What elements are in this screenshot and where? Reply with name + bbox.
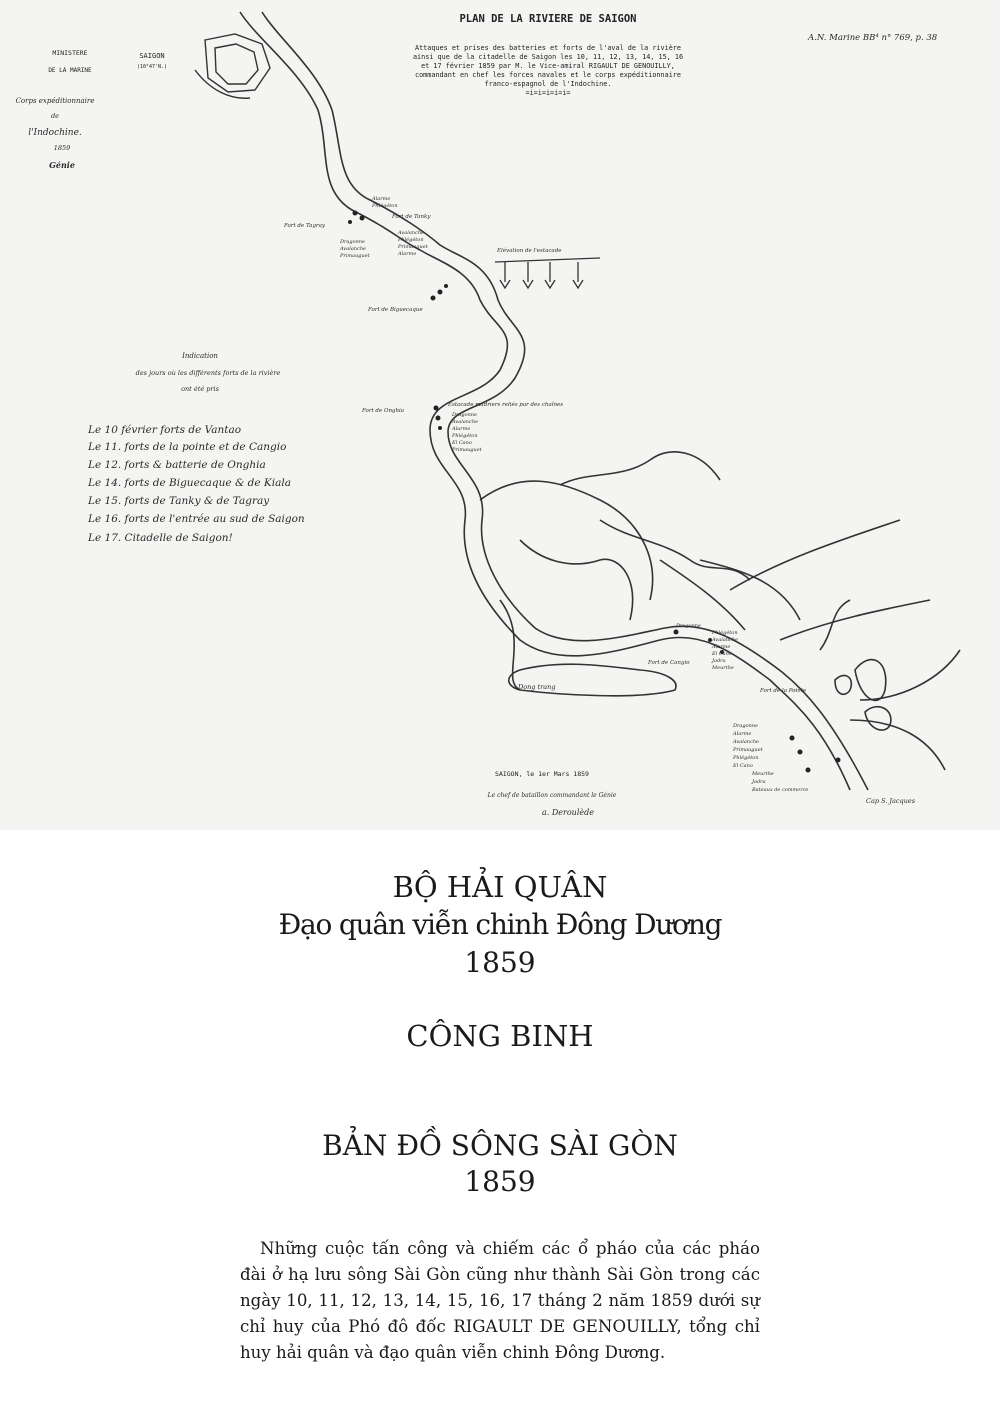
subtitle-line: franco-espagnol de l'Indochine. bbox=[484, 80, 612, 88]
ship-label: El Cano bbox=[452, 440, 472, 446]
place-label: Fort de Cangio bbox=[648, 660, 690, 666]
ship-label: Phlégéton bbox=[712, 630, 738, 636]
ship-label: Jadra bbox=[752, 779, 766, 785]
map-signature: a. Deroulède bbox=[542, 808, 594, 817]
ship-label: Alarme bbox=[372, 196, 391, 202]
ship-label: Phlégéton bbox=[733, 755, 759, 761]
ship-group-c bbox=[339, 239, 371, 259]
ship-label: Alarme bbox=[712, 644, 731, 650]
ship-label: El Cano bbox=[733, 763, 753, 769]
ship-group-d bbox=[451, 412, 483, 453]
ministry-line: MINISTERE bbox=[52, 49, 88, 57]
ship-label: Primauguet bbox=[340, 253, 370, 259]
subtitle-line: et 17 février 1859 par M. le Vice-amiral RIGAULT DE GENOUILLY, bbox=[421, 62, 675, 70]
ship-label: Dragonne bbox=[452, 412, 477, 418]
caption-description: Những cuộc tấn công và chiếm các ổ pháo của các pháo đài ở hạ lưu sông Sài Gòn cũng như thành Sài Gòn trong các ngày 10, 11, 12, 13, 14, 15, 16, 17 tháng 2 năm 1859 dưới sự chỉ huy của Phó đô đốc RIGAULT DE GENOUILLY, tổng chỉ huy hải quân và đạo quân viễn chinh Đông Dương. bbox=[240, 1239, 760, 1362]
corps-line: de bbox=[50, 112, 60, 120]
ship-label: Meurthe bbox=[712, 665, 734, 671]
ship-label: Avalanche bbox=[398, 230, 424, 236]
legend-heading: Indication bbox=[182, 352, 218, 360]
ship-label: Primauguet bbox=[452, 447, 482, 453]
legend-subheading: ont été pris bbox=[181, 385, 219, 393]
ship-label: Avalanche bbox=[452, 419, 478, 425]
map-date: SAIGON, le 1er Mars 1859 bbox=[495, 770, 589, 778]
saigon-coords: (10°47'N.) bbox=[136, 64, 168, 70]
subtitle-line: commandant en chef les forces navales et le corps expéditionnaire bbox=[415, 71, 681, 79]
corps-line: Génie bbox=[49, 160, 75, 170]
legend-item: Le 10 février forts de Vantao bbox=[88, 424, 242, 436]
ship-label: Primauguet bbox=[398, 244, 428, 250]
place-label: Cap S. Jacques bbox=[866, 797, 916, 805]
legend-item: Le 15. forts de Tanky & de Tagray bbox=[88, 495, 270, 507]
citadel-plan bbox=[195, 34, 270, 98]
ship-label: Dragonne bbox=[733, 723, 758, 729]
place-label: Fort de Tagray bbox=[284, 223, 325, 229]
ministry-line: DE LA MARINE bbox=[48, 67, 92, 74]
place-label: Fort de la Pointe bbox=[760, 688, 807, 694]
saigon-label: SAIGON bbox=[139, 52, 165, 60]
caption-engineering: CÔNG BINH bbox=[406, 1019, 594, 1053]
place-label: Fort de Tanky bbox=[392, 214, 431, 220]
ship-label: Meurthe bbox=[752, 771, 774, 777]
ship-label: Alarme bbox=[452, 426, 471, 432]
corps-line: 1859 bbox=[53, 144, 71, 152]
place-label: Fort de Onghia bbox=[362, 408, 405, 414]
ship-label: Avalanche bbox=[712, 637, 738, 643]
archive-reference: A.N. Marine BB⁴ n° 769, p. 38 bbox=[808, 33, 938, 43]
caption-year: 1859 bbox=[464, 946, 536, 979]
caption-map-title: BẢN ĐỒ SÔNG SÀI GÒN bbox=[322, 1129, 678, 1162]
place-label: Estacade madriers reliés par des chaînes bbox=[448, 402, 564, 408]
ship-label: Avalanche bbox=[733, 739, 759, 745]
river-lines bbox=[240, 12, 960, 790]
ship-label: Jadra bbox=[712, 658, 726, 664]
legend-subheading: des jours où les différents forts de la rivière bbox=[135, 369, 281, 377]
ship-label: Avalanche bbox=[340, 246, 366, 252]
legend-item: Le 16. forts de l'entrée au sud de Saigon bbox=[88, 513, 305, 525]
ship-group-a bbox=[371, 196, 398, 209]
ship-label: Alarme bbox=[733, 731, 752, 737]
caption-expeditionary-corps: Đạo quân viễn chinh Đông Dương bbox=[278, 908, 722, 941]
place-label: Elévation de l'estacade bbox=[497, 248, 562, 254]
ship-label: Dragonne bbox=[676, 623, 701, 629]
estacade-marks bbox=[495, 258, 600, 288]
place-label: Dong trang bbox=[518, 683, 556, 691]
caption-map-year: 1859 bbox=[464, 1165, 536, 1198]
map-subtitle bbox=[413, 44, 683, 97]
subtitle-line: ainsi que de la citadelle de Saigon les 10, 11, 12, 13, 14, 15, 16 bbox=[412, 53, 684, 61]
ship-label: Dragonne bbox=[340, 239, 365, 245]
subtitle-line: =i=i=i=i=i= bbox=[525, 89, 571, 97]
map-signatory-title: Le chef de bataillon commandant le Génie bbox=[487, 792, 617, 799]
ship-label: Phlégéton bbox=[398, 237, 424, 243]
legend-list bbox=[87, 424, 305, 544]
legend-item: Le 17. Citadelle de Saigon! bbox=[88, 532, 233, 544]
legend-item: Le 12. forts & batterie de Onghia bbox=[88, 459, 266, 471]
ship-group-f bbox=[732, 723, 808, 793]
map-title: PLAN DE LA RIVIERE DE SAIGON bbox=[459, 13, 637, 25]
ship-label: Primauguet bbox=[733, 747, 763, 753]
ship-label: El Cano bbox=[712, 651, 732, 657]
legend-item: Le 14. forts de Biguecaque & de Kiala bbox=[88, 477, 291, 489]
corps-line: Corps expéditionnaire bbox=[15, 97, 95, 105]
subtitle-line: Attaques et prises des batteries et forts de l'aval de la rivière bbox=[415, 44, 681, 52]
legend-item: Le 11. forts de la pointe et de Cangio bbox=[88, 441, 287, 453]
ship-label: Phlégéton bbox=[372, 203, 398, 209]
ship-label: Bateaux de commerce bbox=[752, 787, 809, 793]
corps-line: l'Indochine. bbox=[28, 128, 82, 138]
place-label: Fort de Biguecaque bbox=[368, 307, 423, 313]
ship-label: Alarme bbox=[398, 251, 417, 257]
caption-ministry: BỘ HẢI QUÂN bbox=[392, 870, 608, 904]
ship-label: Phlégéton bbox=[452, 433, 478, 439]
